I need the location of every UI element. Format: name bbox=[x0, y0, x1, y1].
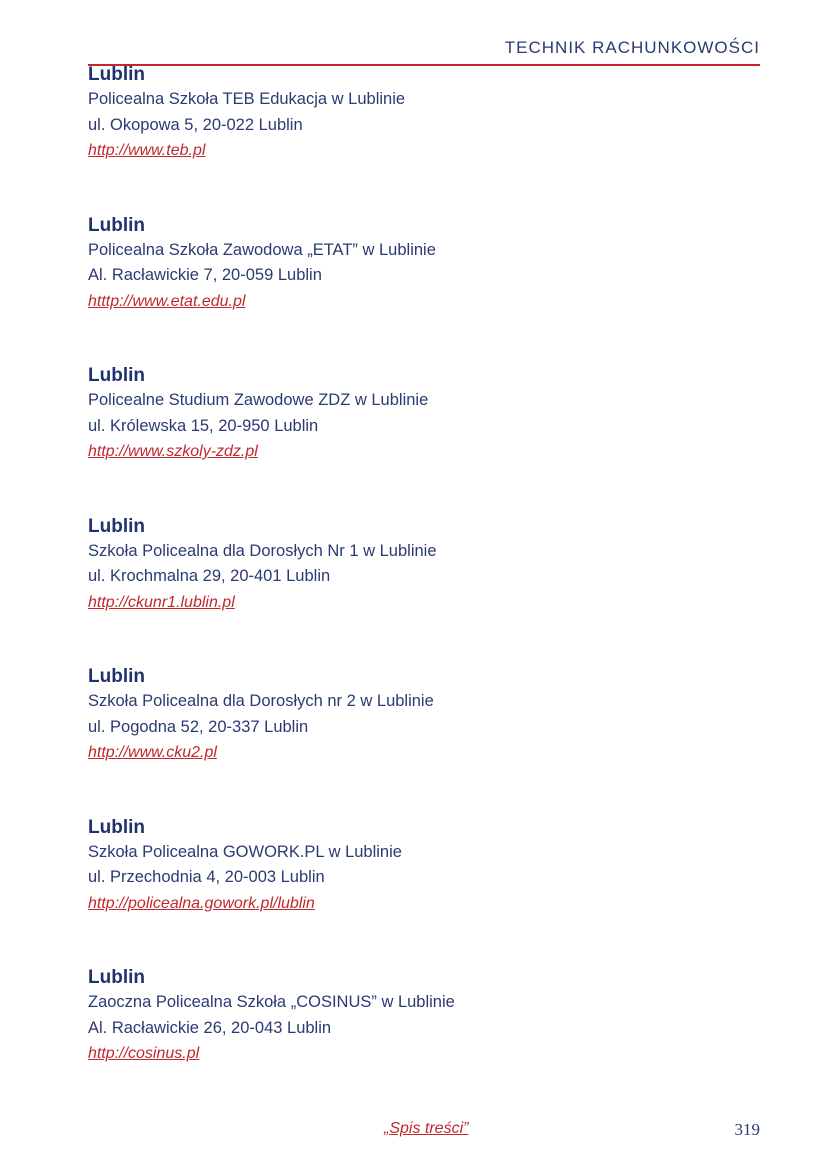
entry-city: Lublin bbox=[88, 967, 145, 988]
entry-school-name: Policealne Studium Zawodowe ZDZ w Lublinie bbox=[88, 391, 429, 409]
school-entry bbox=[88, 664, 760, 815]
entry-address: ul. Królewska 15, 20-950 Lublin bbox=[88, 416, 319, 435]
school-entry bbox=[88, 965, 760, 1116]
entry-website-link[interactable]: http://ckunr1.lublin.pl bbox=[88, 593, 235, 611]
entry-website-link[interactable]: http://www.szkoly-zdz.pl bbox=[88, 443, 258, 460]
table-of-contents-link[interactable]: „Spis treści” bbox=[384, 1120, 469, 1137]
school-entry bbox=[88, 213, 760, 364]
entry-city: Lublin bbox=[88, 365, 145, 386]
entry-website-link[interactable]: http://cosinus.pl bbox=[88, 1045, 200, 1062]
entry-city: Lublin bbox=[88, 214, 145, 236]
entry-website-link[interactable]: http://www.teb.pl bbox=[88, 142, 206, 159]
entry-city: Lublin bbox=[88, 515, 145, 537]
header-title: TECHNIK RACHUNKOWOŚCI bbox=[504, 38, 760, 57]
entry-school-name: Szkoła Policealna GOWORK.PL w Lublinie bbox=[88, 842, 402, 861]
entry-school-name: Policealna Szkoła Zawodowa „ETAT” w Lublinie bbox=[88, 240, 436, 259]
school-entry bbox=[88, 363, 760, 514]
entry-website-link[interactable]: htttp://www.etat.edu.pl bbox=[88, 292, 246, 310]
entry-website-link[interactable]: http://www.cku2.pl bbox=[88, 744, 217, 761]
entry-address: ul. Krochmalna 29, 20-401 Lublin bbox=[88, 567, 331, 585]
page-number: 319 bbox=[734, 1120, 760, 1139]
school-entry bbox=[88, 62, 760, 213]
entry-address: ul. Okopowa 5, 20-022 Lublin bbox=[88, 115, 303, 134]
entry-school-name: Szkoła Policealna dla Dorosłych nr 2 w Lublinie bbox=[88, 692, 434, 710]
entry-address: Al. Racławickie 7, 20-059 Lublin bbox=[88, 266, 322, 284]
entry-address: ul. Pogodna 52, 20-337 Lublin bbox=[88, 717, 309, 736]
entry-school-name: Zaoczna Policealna Szkoła „COSINUS” w Lublinie bbox=[88, 993, 455, 1011]
school-list bbox=[88, 62, 760, 1116]
school-entry bbox=[88, 815, 760, 966]
entry-address: ul. Przechodnia 4, 20-003 Lublin bbox=[88, 868, 325, 886]
entry-city: Lublin bbox=[88, 666, 145, 687]
entry-website-link[interactable]: http://policealna.gowork.pl/lublin bbox=[88, 894, 315, 912]
entry-city: Lublin bbox=[88, 816, 145, 838]
entry-school-name: Szkoła Policealna dla Dorosłych Nr 1 w Lublinie bbox=[88, 541, 437, 560]
school-entry bbox=[88, 514, 760, 665]
entry-school-name: Policealna Szkoła TEB Edukacja w Lublinie bbox=[88, 90, 406, 108]
entry-address: Al. Racławickie 26, 20-043 Lublin bbox=[88, 1018, 332, 1037]
entry-city: Lublin bbox=[88, 64, 145, 85]
